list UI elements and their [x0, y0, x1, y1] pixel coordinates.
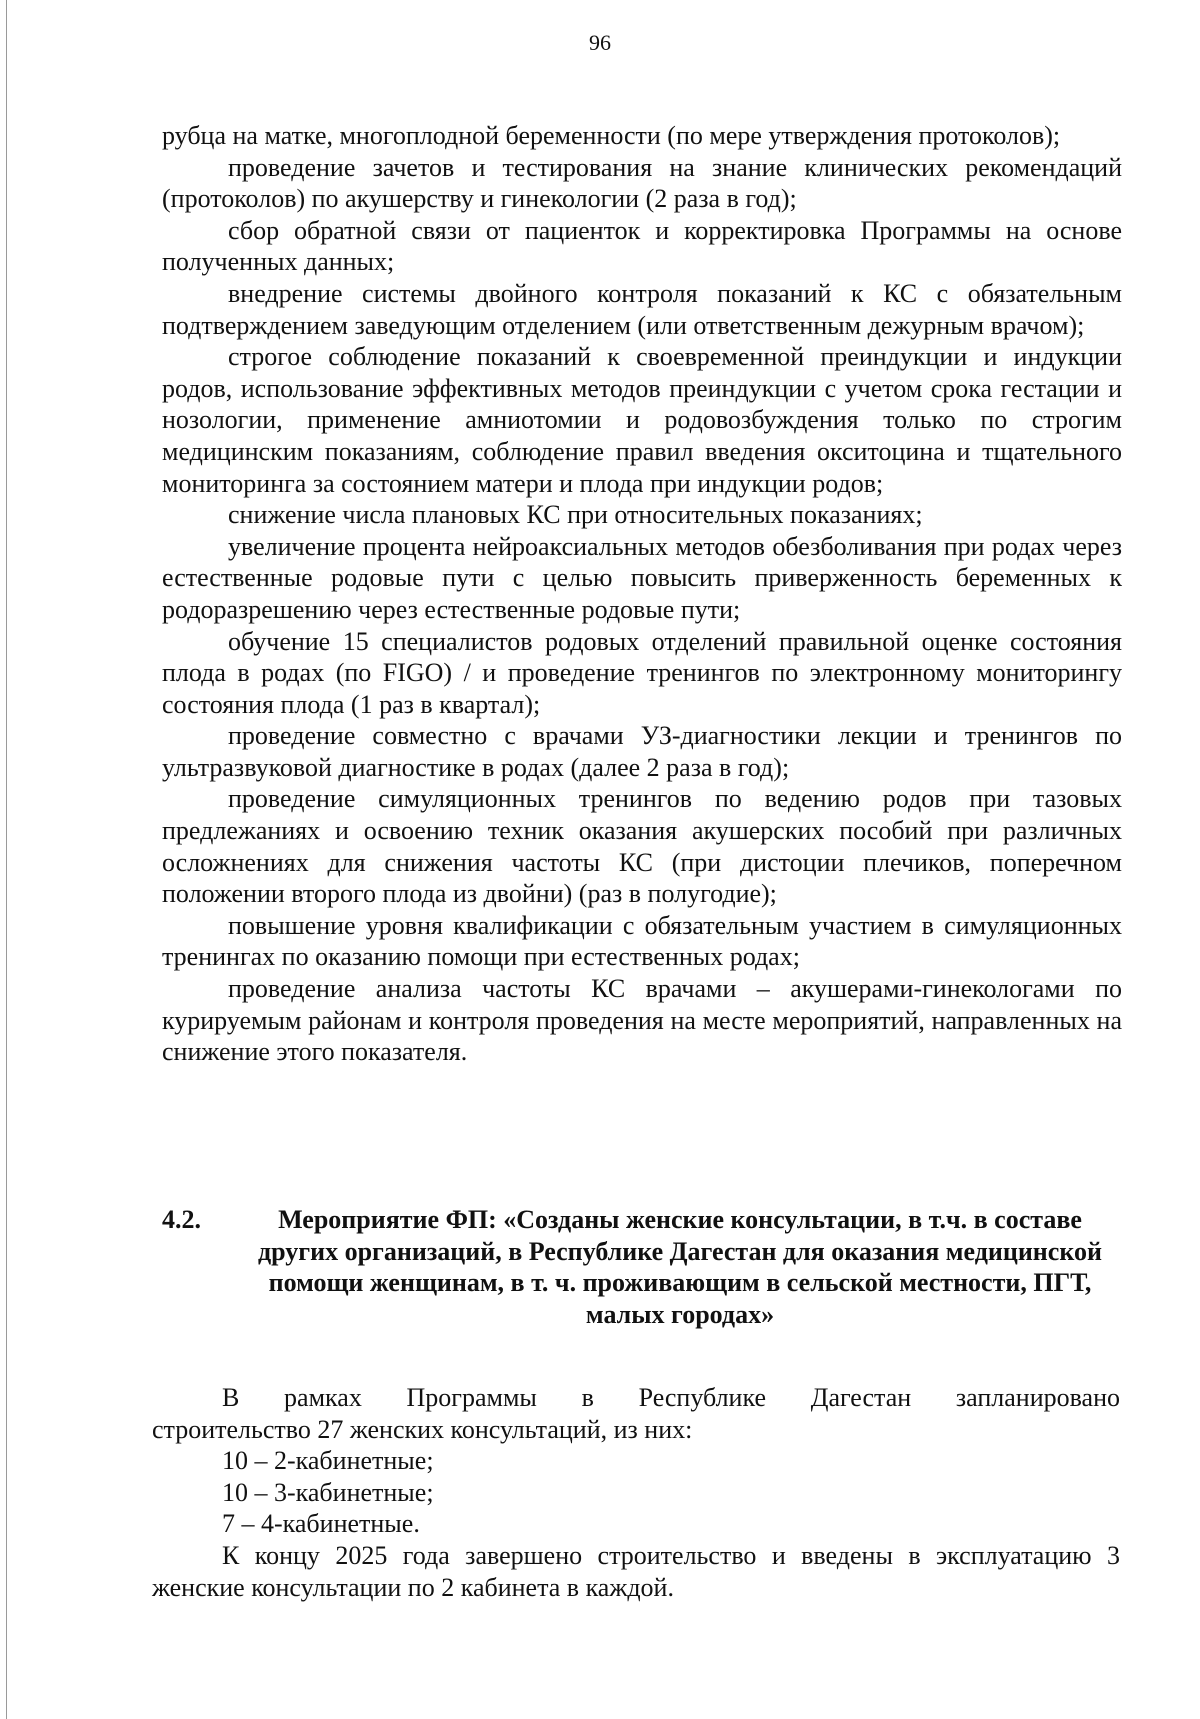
paragraph: снижение числа плановых КС при относительных показаниях; — [228, 500, 923, 530]
paragraph: внедрение системы двойного контроля показаний к КС с обязательным подтверждением заведующим отделением (или ответственным дежурным врачом); — [162, 278, 1122, 340]
section-number: 4.2. — [162, 1205, 201, 1234]
intro-line: В рамках Программы в Республике Дагестан запланировано — [222, 1383, 1120, 1412]
paragraph: увеличение процента нейроаксиальных методов обезболивания при родах через естественные родовые пути с целью повысить приверженность беременных к родоразрешению через естественные родовые пути; — [162, 531, 1122, 624]
paragraph: проведение зачетов и тестирования на знание клинических рекомендаций (протоколов) по акушерству и гинекологии (2 раза в год); — [162, 152, 1122, 214]
final-paragraph: К концу 2025 года завершено строительство и введены в эксплуатацию 3 женские консультации по 2 кабинета в каждой. — [152, 1540, 1120, 1602]
paragraph: сбор обратной связи от пациенток и корректировка Программы на основе полученных данных; — [162, 215, 1122, 277]
paragraph: проведение симуляционных тренингов по ведению родов при тазовых предлежаниях и освоению техник оказания акушерских пособий при различных осложнениях для снижения частоты КС (при дистоции плечиков, поперечном положении второго плода из двойни) (раз в полугодие); — [162, 784, 1122, 909]
paragraph: обучение 15 специалистов родовых отделений правильной оценке состояния плода в родах (по FIGO) / и проведение тренингов по электронному мониторингу состояния плода (1 раз в квартал); — [162, 626, 1122, 719]
measures-list — [162, 120, 1122, 1068]
section-title: Мероприятие ФП: «Созданы женские консультации, в т.ч. в составе других организаций, в Республике Дагестан для оказания медицинской помощи женщинам, в т. ч. проживающим в сельской местности, ПГТ, малых городах» — [258, 1205, 1102, 1329]
paragraph-continuation: рубца на матке, многоплодной беременности (по мере утверждения протоколов); — [162, 121, 1061, 150]
section-heading — [162, 1204, 1122, 1330]
paragraph: строгое соблюдение показаний к своевременной преиндукции и индукции родов, использование эффективных методов преиндукции с учетом срока гестации и нозологии, применение амниотомии и родовозбуждения только по строгим медицинским показаниям, соблюдение правил введения окситоцина и тщательного мониторинга за состоянием матери и плода при индукции родов; — [162, 342, 1122, 498]
list-item: 10 – 3-кабинетные; — [222, 1477, 434, 1507]
paragraph: проведение совместно с врачами УЗ-диагностики лекции и тренингов по ультразвуковой диагностике в родах (далее 2 раза в год); — [162, 721, 1122, 782]
paragraph: проведение анализа частоты КС врачами – акушерами-гинекологами по курируемым районам и контроля проведения на месте мероприятий, направленных на снижение этого показателя. — [162, 974, 1122, 1067]
list-item: 10 – 2-кабинетные; — [222, 1446, 434, 1476]
list-item: 7 – 4-кабинетные. — [222, 1509, 420, 1539]
paragraph: повышение уровня квалификации с обязательным участием в симуляционных тренингах по оказанию помощи при естественных родах; — [162, 910, 1122, 972]
intro-line-continuation: строительство 27 женских консультаций, из них: — [152, 1414, 693, 1444]
page-number: 96 — [589, 30, 611, 55]
section-body — [152, 1382, 1120, 1603]
scan-edge-line — [6, 0, 7, 1719]
